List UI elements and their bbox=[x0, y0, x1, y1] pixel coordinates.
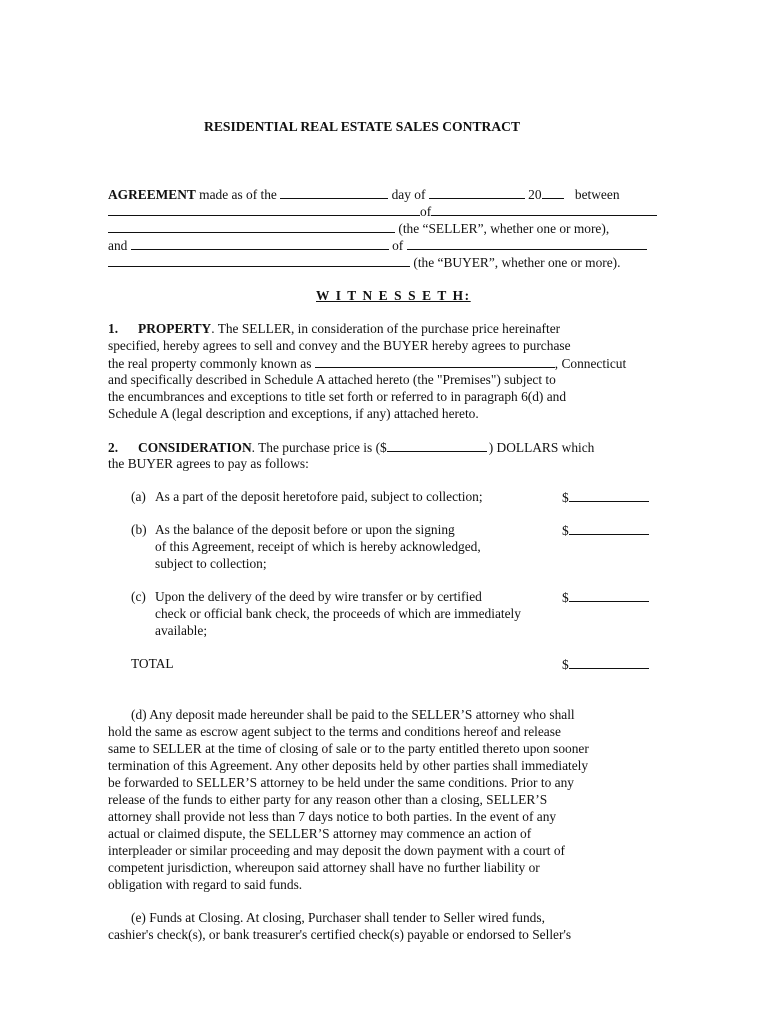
price-text: . The purchase price is ($ bbox=[251, 440, 387, 455]
date-day-blank[interactable] bbox=[280, 185, 388, 199]
consideration-line-2: the BUYER agrees to pay as follows: bbox=[108, 456, 309, 471]
item-a-amount bbox=[562, 488, 649, 506]
item-c-dollar: $ bbox=[562, 590, 569, 605]
property-line-4: and specifically described in Schedule A attached hereto (the "Premises") subject to bbox=[108, 372, 556, 387]
seller-address-blank[interactable] bbox=[431, 202, 657, 216]
property-text-1: . The SELLER, in consideration of the purchase price hereinafter bbox=[211, 321, 561, 336]
para-d-line-8: actual or claimed dispute, the SELLER’S attorney may commence an action of bbox=[108, 826, 532, 841]
property-line-2: specified, hereby agrees to sell and convey and the BUYER hereby agrees to purchase bbox=[108, 338, 571, 353]
item-b-text-1: As the balance of the deposit before or upon the signing bbox=[155, 522, 455, 537]
property-address-blank[interactable] bbox=[315, 354, 555, 368]
item-c-label: (c) bbox=[131, 589, 146, 604]
agreement-line-2 bbox=[108, 202, 657, 220]
item-b-amount bbox=[562, 521, 649, 539]
item-b-label: (b) bbox=[131, 522, 147, 537]
item-c-text-2: check or official bank check, the proceeds of which are immediately bbox=[155, 606, 521, 621]
para-d-line-6: release of the funds to either party for any reason other than a closing, SELLER’S bbox=[108, 792, 548, 807]
dollars-text: ) DOLLARS which bbox=[488, 440, 595, 455]
total-amount bbox=[562, 655, 649, 673]
item-b-amount-blank[interactable] bbox=[569, 521, 649, 535]
agreement-lead: AGREEMENT bbox=[108, 187, 196, 202]
item-a-label: (a) bbox=[131, 489, 146, 504]
seller-address-blank-2[interactable] bbox=[108, 219, 395, 233]
property-num: 1. bbox=[108, 321, 119, 336]
seller-name-blank[interactable] bbox=[108, 202, 420, 216]
property-connecticut: , Connecticut bbox=[554, 356, 627, 371]
para-d-text-1: (d) Any deposit made hereunder shall be paid to the SELLER’S attorney who shall bbox=[131, 707, 575, 722]
para-d-line-10: competent jurisdiction, whereupon said attorney shall have no further liability or bbox=[108, 860, 540, 875]
property-text-3: the real property commonly known as bbox=[108, 356, 312, 371]
seller-tag: (the “SELLER”, whether one or more), bbox=[398, 221, 610, 236]
item-b-text-2: of this Agreement, receipt of which is hereby acknowledged, bbox=[155, 539, 481, 554]
between-text: between bbox=[574, 187, 620, 202]
witnesseth-heading: W I T N E S S E T H: bbox=[316, 288, 471, 303]
total-dollar: $ bbox=[562, 657, 569, 672]
date-year-blank[interactable] bbox=[542, 185, 564, 199]
consideration-heading: CONSIDERATION bbox=[138, 440, 252, 455]
purchase-price-blank[interactable] bbox=[387, 438, 487, 452]
para-d-line-9: interpleader or similar proceeding and may deposit the down payment with a court of bbox=[108, 843, 566, 858]
item-c-amount bbox=[562, 588, 649, 606]
property-line-6: Schedule A (legal description and exceptions, if any) attached hereto. bbox=[108, 406, 479, 421]
consideration-num: 2. bbox=[108, 440, 119, 455]
of-text-2: of bbox=[392, 238, 404, 253]
item-a-dollar: $ bbox=[562, 490, 569, 505]
para-e-line-2: cashier's check(s), or bank treasurer's certified check(s) payable or endorsed to Seller's bbox=[108, 927, 572, 942]
made-as-of-text: made as of the bbox=[199, 187, 277, 202]
year-prefix-text: 20 bbox=[528, 187, 542, 202]
para-d-line-2: hold the same as escrow agent subject to the terms and conditions hereof and release bbox=[108, 724, 561, 739]
para-d-line-5: be forwarded to SELLER’S attorney to be held under the same conditions. Prior to any bbox=[108, 775, 574, 790]
agreement-line-1 bbox=[108, 185, 620, 203]
para-d-line-7: attorney shall provide not less than 7 days notice to both parties. In the event of any bbox=[108, 809, 557, 824]
para-d-line-11: obligation with regard to said funds. bbox=[108, 877, 303, 892]
item-b-text-3: subject to collection; bbox=[155, 556, 267, 571]
buyer-name-blank[interactable] bbox=[131, 236, 389, 250]
consideration-line-1 bbox=[108, 438, 594, 456]
total-label: TOTAL bbox=[131, 656, 174, 671]
agreement-line-5 bbox=[108, 253, 620, 271]
item-a-text: As a part of the deposit heretofore paid, subject to collection; bbox=[155, 489, 483, 504]
property-heading: PROPERTY bbox=[138, 321, 212, 336]
para-d-line-4: termination of this Agreement. Any other deposits held by other parties shall immediately bbox=[108, 758, 589, 773]
buyer-address-blank-2[interactable] bbox=[108, 253, 410, 267]
property-line-3 bbox=[108, 354, 626, 372]
date-month-blank[interactable] bbox=[429, 185, 525, 199]
item-a-amount-blank[interactable] bbox=[569, 488, 649, 502]
buyer-address-blank[interactable] bbox=[407, 236, 647, 250]
property-line-1 bbox=[108, 320, 664, 337]
day-of-text: day of bbox=[391, 187, 426, 202]
para-d-line-1 bbox=[131, 706, 664, 723]
agreement-line-3 bbox=[108, 219, 609, 237]
item-c-amount-blank[interactable] bbox=[569, 588, 649, 602]
para-e-line-1: (e) Funds at Closing. At closing, Purchaser shall tender to Seller wired funds, bbox=[131, 910, 545, 925]
document-title: RESIDENTIAL REAL ESTATE SALES CONTRACT bbox=[204, 119, 521, 134]
item-b-dollar: $ bbox=[562, 523, 569, 538]
item-c-text-1: Upon the delivery of the deed by wire transfer or by certified bbox=[155, 589, 482, 604]
and-text: and bbox=[108, 238, 128, 253]
property-line-5: the encumbrances and exceptions to title set forth or referred to in paragraph 6(d) and bbox=[108, 389, 567, 404]
total-amount-blank[interactable] bbox=[569, 655, 649, 669]
para-d-line-3: same to SELLER at the time of closing of sale or to the party entitled thereto upon sooner bbox=[108, 741, 589, 756]
item-c-text-3: available; bbox=[155, 623, 208, 638]
buyer-tag: (the “BUYER”, whether one or more). bbox=[413, 255, 621, 270]
agreement-line-4 bbox=[108, 236, 647, 254]
of-text-1: of bbox=[420, 204, 432, 219]
